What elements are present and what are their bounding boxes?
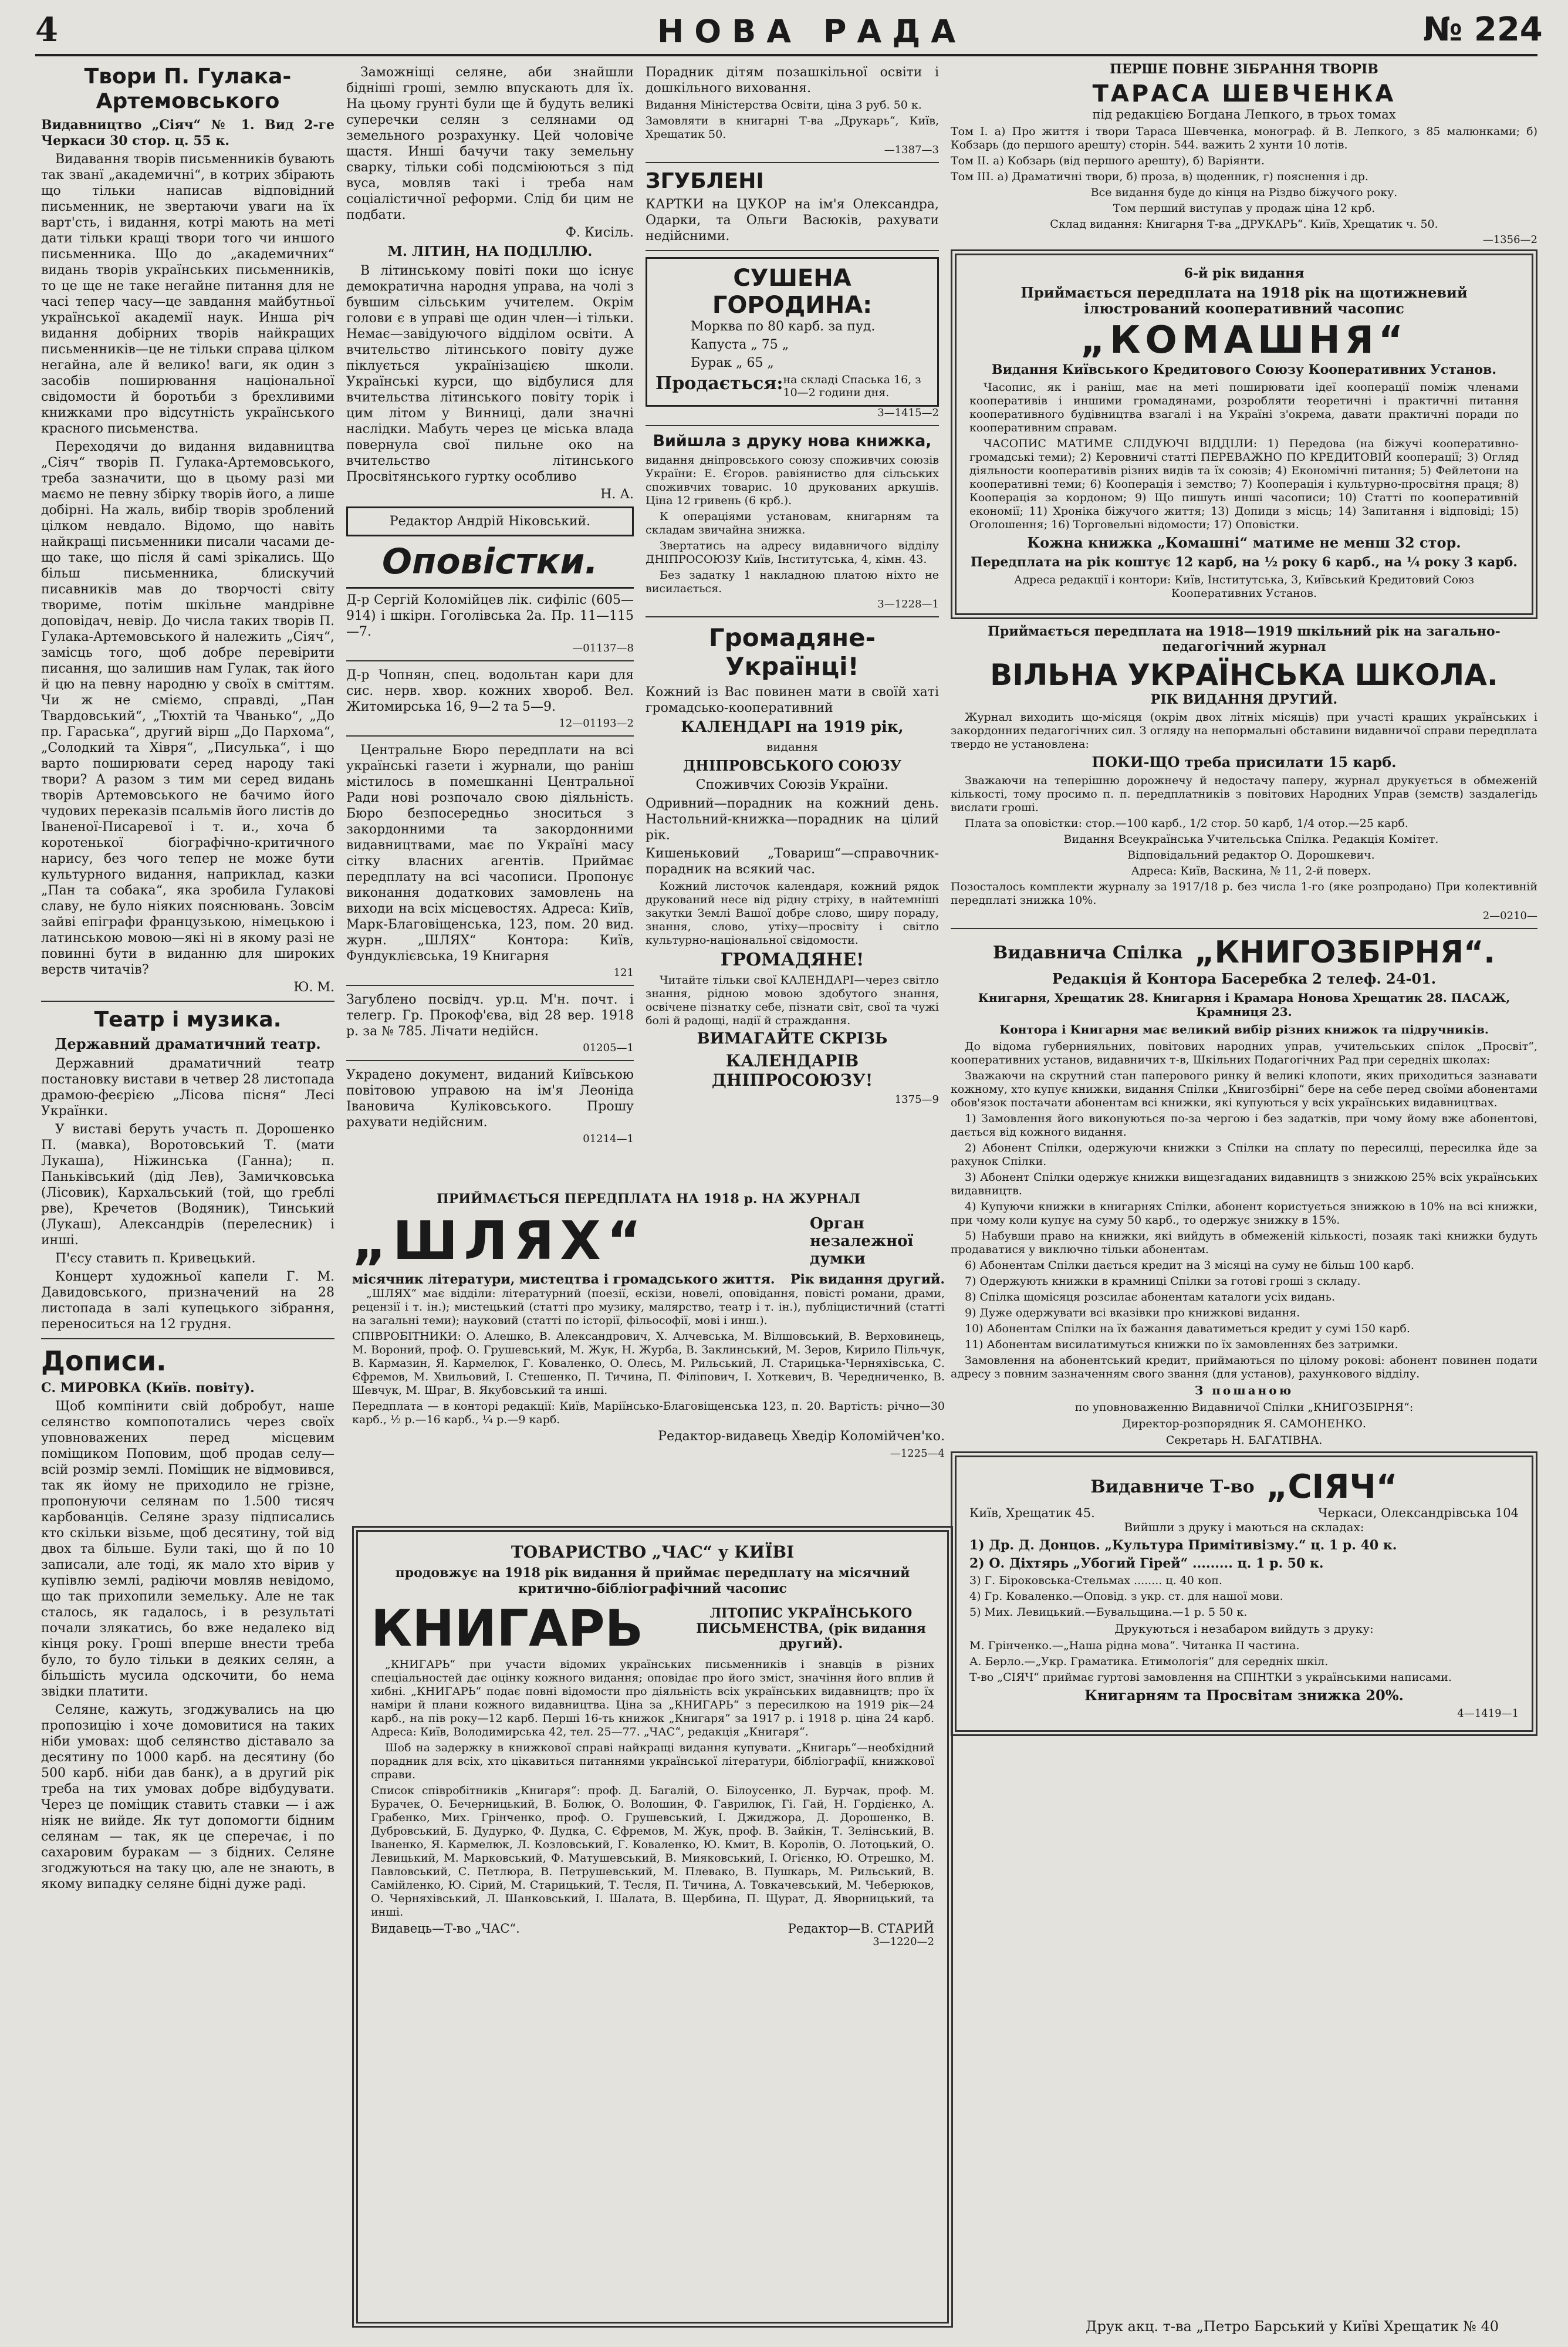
ad-code: 3—1220—2	[873, 1936, 934, 1948]
sale-text: на складі Спаська 16, з 10—2 години дня.	[783, 373, 921, 399]
terms-item: 3) Абонент Спілки одержує книжки вищезгаданих видавництв з знижкою 25% всіх українських видавництв.	[951, 1171, 1537, 1197]
divider	[646, 250, 939, 251]
terms-item: 10) Абонентам Спілки на їх бажання даватиметься кредит у сумі 150 карб.	[965, 1322, 1410, 1335]
ad-code: 121	[613, 967, 634, 979]
ad-code: —1225—4	[890, 1447, 945, 1460]
ad-text: Порадник дітям позашкільної освіти і дошкільного виховання.	[646, 65, 939, 96]
ad-pages: Кожна книжка „Комашні“ матиме не менш 32 стор.	[1027, 534, 1461, 551]
journal-title: КНИГАРЬ	[371, 1599, 644, 1658]
terms-item: 2) Абонент Спілки, одержуючи книжки з Спілки на сплату по пересилці, пересилка йде за рахунок Спілки.	[951, 1142, 1537, 1168]
title-row	[371, 1599, 934, 1658]
terms-item: 6) Абонентам Спілки дається кредит на 3 місяці на суму не більш 100 карб.	[965, 1259, 1414, 1272]
journal-year: Рік видання другий.	[790, 1272, 945, 1287]
ad-address: Черкаси, Олександрівська 104	[1318, 1506, 1519, 1520]
ad-code: 01205—1	[583, 1042, 634, 1054]
article-paragraph: В літинському повіті поки що існує демократична народня управа, на чолі з бувшим сільським учителем. Окрім голови є в управі ще один член—і тільки. Немає—завідуючого відділом освіти. А вчительство літинського повіту дуже піклується українізацією школи. Українські курси, що відбулися для вчительства літинського повіту торік і цим літом у Винниці, дали значні наслідки. Мабуть через це міська влада повернула свої пильне око на вчительство літинського Просвітянського гуртку особливо	[346, 264, 634, 484]
article-paragraph: Переходячи до видання видавництва „Сіяч“ творів П. Гулака-Артемовського, треба зазначити, що в цьому разі ми маємо не певну збірку творів його, а лише добірні. На жаль, вибір творів зроблений цілком невдало. Відомо, що навіть найкращі письменники писали часами де-що таке, що після й самі зрікались. Що більш письменника, блискучий писавників мав до творчості світу твориме, потім шкільне мандрівне доповідач, невір. До числа таких творів П. Гулака-Артемовського й належить „Сіяч“, замісць того, щоб добре перевірити писання, що залишив нам Гулак, так його й цю на певну народню у своїх в сміттям. Чи ж не сміємо, справді, „Пан Твардовський“, „Тюхтій та Чванько“, „До пр. Гараська“, другий вірш „До Пархома“, „Солодкий та Хівря“, „Писулька“, і що варто поширювати серед народу такі твори? А разом з тим ми серед видань творів Артемовського не бачимо його чудових переказів псальмів його листів до Іваненої-Писаревої і т. и., хоча б коротенької біографічно-критичного нарису, без чого тепер не може бути культурного видання, наприклад, казки „Пан та собака“, яка зробила Гулакові славу, не було ніяких пояснювань. Зовсім зайві епіграфи французькою, німецькою і латинською мовою—які ні в якому разі не повинні бути в виданню для широких верств читачів?	[41, 440, 334, 977]
divider	[646, 162, 939, 163]
ads-title: Оповістки.	[346, 541, 634, 589]
newspaper-title: НОВА РАДА	[657, 13, 967, 50]
editor-box: Редактор Андрій Ніковський.	[346, 506, 634, 536]
ad-address: Адреса: Київ, Васкина, № 11, 2-й поверх.	[1131, 864, 1371, 877]
ad-closing: З пошаною	[1194, 1383, 1294, 1397]
ad-text: Д-р Чопнян, спец. водольтан кари для сис. нерв. хвор. кожних хвороб. Вел. Житомирська 16, 9—2 та 5—9.	[346, 668, 634, 714]
ad-text: Споживчих Союзів України.	[695, 778, 889, 792]
komashnia-ad	[951, 249, 1537, 619]
ad-code: 01214—1	[583, 1133, 634, 1145]
ad-header: Приймається передплата на 1918—1919 шкільний рік на загально-педагогічний журнал	[988, 624, 1501, 654]
article-signature: Ю. М.	[293, 980, 334, 995]
ad-text: Плата за оповістки: стор.—100 карб., 1/2 стор. 50 карб, 1/4 отор.—25 карб.	[965, 817, 1408, 830]
dateline: М. ЛІТИН, НА ПОДІЛЛЮ.	[387, 244, 593, 259]
ad-text: „ШЛЯХ“ має відділи: літературний (поезії, ескізи, новелі, оповідання, повісті романи, драми, рецензії і т. ін.); мистецький (статті про музику, малярство, театр і т. ін.), публіцистичний (статті на загальні теми); науковий (статті по історії, фільософії, мові і инш.).	[352, 1287, 945, 1327]
ad-text: Д-р Сергій Коломійцев лік. сифіліс (605—914) і шкірн. Гоголівська 2а. Пр. 11—115—7.	[346, 593, 634, 639]
page-number: 4	[35, 11, 58, 49]
ad-publisher: Видавець—Т-во „ЧАС“.	[371, 1921, 520, 1936]
ad-text: Замовлення на абонентський кредит, приймаються по цілому рокові: абонент повинен подати адресу з повним зазначенням свого звання (для установ), рахункового відділу.	[951, 1354, 1537, 1380]
article-paragraph: П'єсу ставить п. Кривецький.	[55, 1251, 256, 1266]
ad-text: „КНИГАРЬ“ при участи відомих українських письменників і знавців в різних спеціальностей дає оцінку кожного видання; оповідає про його зміст, значіння його вплив й хибні. „КНИГАРЬ“ подає повні відомости про діяльність всіх українських видавництв; про їх наміри й плани кожного видавництва. Ціна за „КНИГАРЬ“ з пересилкою на 1919 рік—24 карб., на пів року—12 карб. Перші 16-ть книжок „Книгаря“ за 1917 р. і 1918 р. ціна 24 карб. Адреса: Київ, Володимирська 42, тел. 25—77. „ЧАС“, редакція „Книгаря“.	[371, 1658, 934, 1738]
book-item: 3) Г. Біроковська-Стельмах ........ ц. 40 коп.	[969, 1574, 1222, 1587]
title-row	[951, 935, 1537, 970]
ad-text: Кожний із Вас повинен мати в своїй хаті громадсько-кооперативний	[646, 685, 939, 715]
ad-text: видання	[766, 739, 819, 754]
ad-text: Шоб на задержку в книжкової справі найкращі видання купувати. „Книгарь“—необхідний порадник для всіх, хто цікавиться питаннями української літератури, бібліографії, книжкової справи.	[371, 1741, 934, 1781]
ad-text: Передплата — в конторі редакції: Київ, Маріїнсько-Благовіщенська 123, п. 20. Вартість: річно—30 карб., ½ р.—16 карб., ¼ р.—9 карб.	[352, 1400, 945, 1426]
ad-code: —1356—2	[1482, 234, 1537, 246]
journal-title: ВІЛЬНА УКРАЇНСЬКА ШКОЛА.	[990, 658, 1498, 692]
divider	[41, 1001, 334, 1002]
ad-heading: Громадяне-Українці!	[708, 623, 876, 681]
ad-text: КАРТКИ на ЦУКОР на ім'я Олександра, Одарки, та Ольги Васюків, рахувати недійсними.	[646, 197, 939, 244]
ad-text: Загублено посвідч. ур.ц. М'н. почт. і телегр. Гр. Прокоф'єва, від 28 вер. 1918 р. за № 785. Лічати недійсн.	[346, 992, 634, 1039]
price-row: Морква по 80 карб. за пуд.	[691, 319, 876, 334]
ad-signature: Секретарь Н. БАГАТІВНА.	[1165, 1434, 1323, 1447]
ad-text: Том перший виступав у продаж ціна 12 крб.	[1113, 202, 1376, 215]
book-item: 5) Мих. Левицький.—Бувальщина.—1 р. 5 50 к.	[969, 1606, 1248, 1619]
book-item: 4) Гр. Коваленко.—Оповід. з укр. ст. для нашої мови.	[969, 1590, 1283, 1603]
masthead	[0, 0, 1568, 56]
article-paragraph: Видавання творів письменників бувають так званї „академичні“, в котрих збірають що тільки написав відповідний письменник, не звертаючи уваги на їх варт'сть, і видання, котрі мають на меті дати тільки кращі твори того чи иншого письменника. Що до „академичних“ видань творів українських письменників, то це ще не таке негайне питання для не часі тепер часу—це завдання майбутньої української академії наук. Инша річ видання добірних творів найкращих письменників—це не тільки справа цілком негайна, але й велико! ваги, як один з засобів поширювання національної свідомости й боротьби з брехливими книжками про відсутність українського красного письменства.	[41, 152, 334, 436]
journal-title: „КОМАШНЯ“	[1080, 319, 1408, 362]
ad-publisher: Видання Київського Кредитового Союзу Кооперативних Установ.	[992, 362, 1496, 377]
siiach-ad	[951, 1451, 1537, 1736]
ad-heading: Вийшла з друку нова книжка,	[653, 432, 932, 450]
divider	[346, 985, 634, 986]
divider	[646, 425, 939, 426]
ad-subheading: КАЛЕНДАРІ на 1919 рік,	[681, 718, 904, 736]
ad-text: Позосталось комплекти журналу за 1917/18 р. без числа 1-го (яке розпродано) При колективній передплаті знижка 10%.	[951, 880, 1537, 907]
ad-code: —01137—8	[572, 642, 634, 654]
book-item: А. Берло.—„Укр. Граматика. Етимологія“ для середніх шкіл.	[969, 1655, 1329, 1668]
ad-text: К операціями установам, книгарням та складам звичайна знижка.	[646, 510, 939, 536]
divider	[646, 616, 939, 617]
ad-text: Без задатку 1 накладною платою ніхто не висилається.	[646, 569, 939, 595]
title-row	[352, 1210, 945, 1272]
ad-text: Вийшли з друку і маються на складах:	[1124, 1520, 1364, 1534]
journal-sub: місячник літератури, мистецтва і громадського життя.	[352, 1272, 775, 1287]
ad-text: До відома губернияльних, повітових народних управ, учительських спілок „Просвіт“, кооперативних установ, видавничих т-в, Шкільних Подагогічних Рад при середніх школах:	[951, 1040, 1537, 1066]
ad-text: Замовляти в книгарні Т-ва „Друкарь“, Київ, Хрещатик 50.	[646, 114, 939, 141]
terms-item: 4) Купуючи книжки в книгарнях Спілки, абонент користується знижкою в 10% на всі книжки, при чому коли купує на суму 50 карб., то одержує знижку в 15%.	[951, 1200, 1537, 1227]
knyhar-ad	[352, 1526, 953, 2328]
article-paragraph: Заможніщі селяне, аби знайшли бідніші гроші, землю впускають для їх. На цьому грунті були ще й будуть великі суперечки селян з селянами од земельного розрахунку. Цей чоловіче щастя. Инші бачучи таку земельну сварку, тільки собі подсміюються з під вуса, мовляв такі і треба нам соціалістичної реформи. Слід би цим не подбати.	[346, 65, 634, 222]
terms-item: 7) Одержують книжки в крамниці Спілки за готові гроші з складу.	[965, 1275, 1361, 1288]
ad-signature: по уповноваженню Видавничої Спілки „КНИГОЗБІРНЯ“:	[1074, 1401, 1414, 1414]
journal-organ: Орган незалежної думки	[810, 1214, 914, 1268]
ad-address: Редакція й Контора Басеребка 2 телеф. 24-01.	[1052, 970, 1437, 987]
article-title: Твори П. Гулака-Артемовського	[84, 65, 292, 113]
ad-code: 3—1415—2	[877, 407, 939, 419]
dateline: С. МИРОВКА (Київ. повіту).	[41, 1380, 255, 1396]
ad-price: Передплата на рік коштує 12 карб, на ½ року 6 карб., на ¼ року 3 карб.	[971, 555, 1518, 570]
article-pubinfo: Видавництво „Сіяч“ № 1. Вид 2-ге Черкаси 30 стор. ц. 55 к.	[41, 117, 334, 148]
ad-text: Все видання буде до кінця на Різдво біжучого року.	[1090, 186, 1398, 199]
ad-subheading: ВИМАГАЙТЕ СКРІЗЬ	[697, 1030, 888, 1048]
ad-label: Видавнича Спілка	[992, 942, 1183, 963]
ad-text: Том ІІІ. а) Драматичні твори, б) проза, в) щоденник, г) пояснення і др.	[951, 170, 1368, 183]
ad-code: 2—0210—	[1482, 910, 1537, 922]
divider	[346, 660, 634, 661]
book-item: 1) Др. Д. Донцов. „Культура Примітивізму.“ ц. 1 р. 40 к.	[969, 1538, 1397, 1553]
ad-subheader: під редакцією Богдана Лепкого, в трьох томах	[1092, 107, 1396, 121]
terms-item: 5) Набувши право на книжки, які вийдуть в обмеженій кількості, позаяк такі книжки будуть продаватися у виключно тільки абонентам.	[951, 1230, 1537, 1256]
ad-year: РІК ВИДАННЯ ДРУГИЙ.	[1150, 692, 1338, 707]
divider	[346, 735, 634, 737]
ad-text: СПІВРОБІТНИКИ: О. Алешко, В. Александрович, Х. Алчевська, М. Вілшовський, В. Верховинець, М. Вороний, проф. О. Грушевський, М. Жук, Н. Журба, В. Заклинський, М. Зеров, Кирило Пільчук, В. Кармазин, Я. Кармелюк, Г. Коваленко, О. Олесь, М. Рильський, Л. Старицька-Черняхівська, С. Єфремов, М. Хвильовий, І. Стешенко, П. Тичина, П. Філіпович, І. Хоткевич, В. Чередниченко, В. Шевчук, М. Шраг, В. Якубовський та инші.	[352, 1330, 945, 1397]
divider	[346, 1060, 634, 1061]
ad-address: Адреса редакції і контори: Київ, Інститутська, 3, Київський Кредитовий Союз Кооперативних Установ.	[1013, 573, 1475, 600]
article-paragraph: Концерт художньої капели Г. М. Давидовського, призначений на 28 листопада в залі купецького зібрання, переноситься на 12 грудня.	[41, 1269, 334, 1332]
ad-code: —1387—3	[884, 144, 939, 156]
terms-item: 9) Дуже одержувати всі вказівки про книжкові видання.	[965, 1306, 1300, 1319]
footer-row	[371, 1921, 934, 1936]
article-paragraph: Щоб компінити свій добробут, наше селянство компопотались через своїх уповноважених перед місцевим поміщиком Поповим, щоб продав селу—всій розмір землі. Поміщик не відмовився, так як йому не приходило не грізне, пропонуючи селянам по 1.500 тисяч карбованців. Селяне зразу підписались кто скільки візьме, щоб десятину, той від двох та більше. Були такі, що й по 10 записали, але тоді, як мало хто вірив у купівлю землі, радіючи мовляв невідомо, що так прихопили земельку. Але не так сталось, як гадалось, і в результаті почали злякатись, бо вже недалеко від кінця року. Гроші вперше внести треба було, то було тільки в деяких селян, а більшість мусила одскочити, бо нема звідки платити.	[41, 1399, 334, 1699]
journal-sub: ЛІТОПИС УКРАЇНСЬКОГО ПИСЬМЕНСТВА, (рік видання другий).	[696, 1606, 926, 1652]
sub-row	[352, 1272, 945, 1287]
divider	[41, 1338, 334, 1339]
ad-text: Часопис, як і раніш, має на меті поширювати ідеї кооперації поміж членами кооперативів і иншими громадянами, розробляти теоретичні і практичні питання кооперативного будівництва взагалі і на Україні з'окрема, давати практичні поради по кооперативним справам.	[969, 381, 1519, 434]
masthead-rule	[35, 54, 1537, 56]
ad-discount: Книгарням та Просвітам знижка 20%.	[1084, 1687, 1404, 1704]
ad-text: Читайте тільки свої КАЛЕНДАРІ—через світло знання, рідною мовою здобутого знання, освічене пізнатку себе, пізнати світ, свої та чужі болі й радощі, надії й страждання.	[646, 974, 939, 1027]
ad-subheading: ДНІПРОВСЬКОГО СОЮЗУ	[682, 757, 902, 774]
journal-title: „КНИГОЗБІРНЯ“.	[1194, 935, 1496, 970]
ad-title: ТАРАСА ШЕВЧЕНКА	[1092, 80, 1396, 107]
ad-text: Одривний—порадник на кожний день. Настольний-книжка—порадник на цілий рік.	[646, 796, 939, 843]
ad-header: ПРИЙМАЄТЬСЯ ПЕРЕДПЛАТА НА 1918 р. НА ЖУРНАЛ	[436, 1191, 860, 1207]
section-title: Театр і музика.	[94, 1008, 282, 1032]
ad-code: 4—1419—1	[1457, 1707, 1519, 1720]
ad-text: Кишеньковий „Товариш“—справочник-порадник на всякий час.	[646, 846, 939, 877]
journal-title: „СІЯЧ“	[1266, 1468, 1398, 1506]
section-subtitle: Державний драматичний театр.	[55, 1035, 321, 1052]
ad-text: продовжує на 1918 рік видання й приймає передплату на місячний критично-бібліографічний часопис	[395, 1565, 910, 1596]
journal-title: „ШЛЯХ“	[352, 1210, 647, 1272]
article-paragraph: У виставі беруть участь п. Дорошенко П. (мавка), Воротовський Т. (мати Лукаша), Ніжинська (Ганна); п. Паньківський (дід Лев), Замичковська (Лісовик), Кархальський (той, що греблі рве), Кречетов (Водяник), Тинський (Лукаш), Александрів (перелесник) і инші.	[41, 1122, 334, 1248]
sale-row	[655, 373, 929, 399]
ad-text: Видання Міністерства Освіти, ціна 3 руб. 50 к.	[646, 99, 922, 112]
ad-text: Видання Всеукраїнська Учительська Спілка. Редакція Комітет.	[1063, 833, 1439, 846]
ad-text: Склад видання: Книгарня Т-ва „ДРУКАРЬ“. Київ, Хрещатик ч. 50.	[1050, 218, 1438, 231]
terms-item: 11) Абонентам висилатимуться книжки по їх замовленнях без затримки.	[965, 1338, 1398, 1351]
terms-item: Зважаючи на скрутний стан паперового ринку й великі клопоти, яких приходиться зазнавати кожному, хто купує книжки, видання Спілки „Книгозбірні“ бере на себе перед своїми абонентами обов'язок постачати абонентам всі книжки, які купуються у всіх українських видавництвах.	[951, 1069, 1537, 1109]
ad-text: Зважаючи на теперішню дорожнечу й недостачу паперу, журнал друкується в обмеженій кількості, тому просимо п. п. передплатників з повітових Народних Управ (земств) заздалегідь вислати гроші.	[951, 774, 1537, 814]
column-2	[346, 65, 634, 1186]
article-signature: Н. А.	[600, 487, 634, 502]
ad-text: Центральне Бюро передплати на всі українські газети і журнали, що раніш містилось в помешканні Центральної Ради нові розпочало свою діяльність. Бюро безпосередньо зноситься з закордонними та закордонними видавництвами, має по Україні масу сітку власних агентів. Приймає передплату на всі часописи. Пропонує виконання додаткових замовлень на виходи на всіх місцевостях. Адреса: Київ, Марк-Благовіщенська, 123, пом. 20 вид. журн. „ШЛЯХ“ Контора: Київ, Фундуклієвська, 19 Книгарня	[346, 743, 634, 964]
ad-text: Кожний листочок календаря, кожний рядок друкований несе від рідну стріху, в найтемніші закутки Землі Вашої добре слово, щиру пораду, знання, слово, утіху—просвіту і світло культурно-національної свідомости.	[646, 880, 939, 947]
sale-label: Продається:	[655, 373, 783, 394]
article-paragraph: Селяне, кажуть, згоджувались на цю пропозицію і хоче домовитися на таких ніби умовах: щоб селянство діставало за десятину по 1000 карб. на десятину (бо 500 карб. ніби дав банк), а в другий рік треба на тих умовах добре відбудувати. Через це поміщик ставить ставки — і аж ніяк не вийде. Як тут допомогти бідним селянам — так, як це сперечає, і по сахаровим буракам — з бідних. Селяне згоджуються на таку цю, але не знають, в якому випадку селяне бідні дуже раді.	[41, 1703, 334, 1892]
article-signature: Ф. Кисіль.	[565, 225, 634, 240]
book-item: М. Грінченко.—„Наша рідна мова“. Читанка ІІ частина.	[969, 1639, 1300, 1652]
ad-subheading: КАЛЕНДАРІВ ДНІПРОСОЮЗУ!	[711, 1051, 873, 1090]
ad-subheading: ГРОМАДЯНЕ!	[720, 950, 864, 970]
ad-text: Украдено документ, виданий Київською повітовою управою на ім'я Леоніда Івановича Куліковського. Прошу рахувати недійсним.	[346, 1068, 634, 1130]
ad-text: Журнал виходить що-місяця (окрім двох літніх місяців) при участі кращих українських і закордонних педагогічних сил. З огляду на непормальні обставини видавничої справи передплата твердо не установлена:	[951, 711, 1537, 751]
ad-code: 3—1228—1	[877, 598, 939, 610]
section-title: Дописи.	[41, 1345, 167, 1377]
shliakh-ad	[352, 1191, 945, 1520]
ad-code: 1375—9	[894, 1093, 939, 1106]
ad-text: Т-во „СІЯЧ“ приймає гуртові замовлення на СПІНТКИ з українськими написами.	[969, 1671, 1452, 1684]
ad-text: Друкуються і незабаром вийдуть з друку:	[1114, 1622, 1374, 1636]
ad-text: ЧАСОПИС МАТИМЕ СЛІДУЮЧІ ВІДДІЛИ: 1) Передова (на біжучі кооперативно-громадські теми); 2) Керовничі статті ПЕРЕВАЖНО ПО КРЕДИТОВІЙ кооперації; 3) Огляд діяльности кооперативів різних видів та їх союзів; 4) Економічні питання; 5) Фейлетони на кооперативні теми; 6) Кооперація і земство; 7) Кооперація і культурно-просвітня праця; 8) Кооперація за кордоном; 9) Що пишуть инші часописи; 10) Статті по кооперативній економії; 11) Хроніка біжучого життя; 13) Допиди з місць; 14) Запитання і відповіді; 15) Оголошення; 16) Торговельні відомости; 17) Оповістки.	[969, 437, 1519, 531]
price-row: Капуста „ 75 „	[691, 337, 789, 352]
ad-address: Книгарня, Хрещатик 28. Книгарня і Крамара Нонова Хрещатик 28. ПАСАЖ, Крамниця 23.	[978, 991, 1510, 1019]
terms-item: 1) Замовлення його виконуються по-за чергою і без задатків, при чому йому вже абонентові, дається від кожного видання.	[951, 1112, 1537, 1139]
ad-text: Том І. а) Про життя і твори Тараса Шевченка, монограф. й В. Лепкого, з 85 малюнками; б) Кобзарь (до першого арешту) сторін. 544. важить 2 хунти 10 лотів.	[951, 125, 1537, 151]
ad-code: 12—01193—2	[559, 717, 634, 730]
ad-header: ПЕРШЕ ПОВНЕ ЗІБРАННЯ ТВОРІВ	[1110, 62, 1378, 77]
address-row	[969, 1506, 1519, 1520]
ad-heading: ЗГУБЛЕНІ	[646, 169, 764, 193]
column-3	[646, 65, 939, 1186]
price-row: Бурак „ 65 „	[691, 356, 774, 370]
article-paragraph: Державний драматичний театр постановку вистави в четвер 28 листопада драмою-феєрією „Лісова пісня“ Лесі Українки.	[41, 1056, 334, 1119]
right-column	[951, 62, 1537, 2315]
ad-society: ТОВАРИСТВО „ЧАС“ у КИЇВІ	[511, 1542, 795, 1562]
ad-signature: Директор-розпорядник Я. САМОНЕНКО.	[1122, 1417, 1366, 1430]
ad-editor: Редактор-видавець Хведір Коломійчен'ко.	[658, 1429, 945, 1444]
ad-label: Видавниче Т-во	[1090, 1477, 1255, 1497]
ad-text: Том ІІ. а) Кобзарь (від першого арешту), б) Варіянти.	[951, 154, 1265, 167]
divider	[951, 928, 1537, 929]
ad-text: Список співробітників „Книгаря“: проф. Д. Багалій, О. Білоусенко, Л. Бурчак, проф. М. Бурачек, О. Бечерницький, В. Болюк, О. Волошин, Ф. Гаврилюк, Гі. Гай, Н. Гордієнко, А. Грабенко, Мих. Грінченко, проф. О. Грушевський, І. Джиджора, Д. Дорошенко, В. Дубровський, Б. Дудурко, Ф. Дудка, С. Єфремов, М. Жук, проф. В. Зайкін, Т. Зелінський, В. Іваненко, Я. Кармелюк, Л. Козловський, Г. Коваленко, Ю. Кмит, В. Королів, О. Лотоцький, О. Левицький, М. Марковський, Ф. Матушевський, В. Мияковський, І. Огієнко, Ю. Отрешко, М. Павловський, С. Петлюра, В. Петрушевський, М. Плевако, В. Пушкарь, М. Рильський, В. Самійленко, Ю. Сірий, М. Старицький, Т. Тесля, П. Тичина, А. Товкачевський, М. Чеберюков, О. Черняхівський, Л. Шанковський, І. Шалата, В. Щербина, П. Щурат, Д. Яворницький, та инші.	[371, 1784, 934, 1919]
column-1	[41, 65, 334, 2330]
ad-heading: СУШЕНА ГОРОДИНА:	[712, 265, 873, 319]
ad-text: Приймається передплата на 1918 рік на щотижневий ілюстрований кооперативний часопис	[1020, 284, 1468, 317]
title-row	[969, 1468, 1519, 1506]
issue-number: № 224	[1423, 11, 1543, 49]
ad-text: Звертатись на адресу видавничого відділу ДНІПРОСОЮЗУ Київ, Інститутська, 4, кімн. 43.	[646, 539, 939, 566]
ad-price: ПОКИ-ЩО треба присилати 15 карб.	[1091, 754, 1397, 771]
ad-year: 6-й рік видання	[1184, 266, 1305, 281]
ad-text: Контора і Книгарня має великий вибір різних книжок та підручників.	[999, 1022, 1489, 1036]
dried-veg-ad	[646, 257, 939, 407]
ad-text: Відповідальний редактор О. Дорошкевич.	[1127, 849, 1375, 862]
ad-address: Київ, Хрещатик 45.	[969, 1506, 1095, 1520]
ad-text: видання дніпровського союзу споживчих союзів України: Е. Єгоров. равіяниство для сільських споживчих товарис. 10 друкованих аркушів. Ціна 12 гривень (6 крб.).	[646, 454, 939, 507]
terms-item: 8) Спілка щомісяця розсилає абонентам каталоги усіх видань.	[965, 1291, 1336, 1303]
ad-editor: Редактор—В. СТАРИЙ	[788, 1921, 934, 1936]
book-item: 2) О. Діхтярь „Убогий Гірей“ ......... ц. 1 р. 50 к.	[969, 1556, 1324, 1571]
printer-imprint: Друк акц. т-ва „Петро Барський у Київі Хрещатик № 40	[1086, 2318, 1499, 2335]
